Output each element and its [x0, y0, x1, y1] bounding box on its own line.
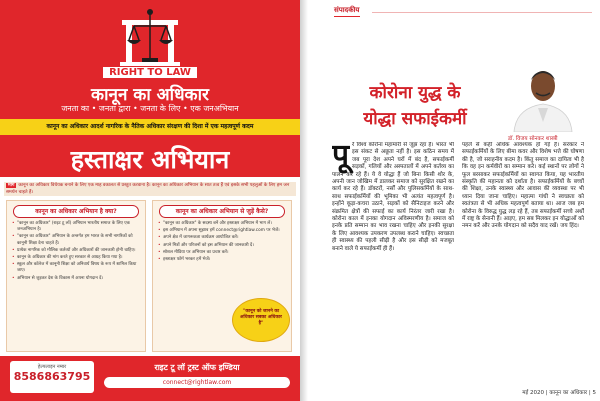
what-is-campaign-box [6, 200, 146, 352]
page-folio: मई 2020 | कानून का अधिकार | 5 [522, 390, 596, 396]
list-item: • स्कूल और कॉलेज में कानूनी शिक्षा को अनिवार्य विषय के रूप में शामिल किया जाए। [7, 262, 145, 275]
article-page [308, 0, 600, 401]
section-rule [372, 12, 592, 13]
list-item: • अभियान से जुड़कर देश के विकास में अपना योगदान दें। [7, 276, 145, 283]
ticker-tag: मांग [8, 183, 15, 188]
how-to-join-heading: कानून का अधिकार अभियान से जुड़ें कैसे? [159, 205, 285, 218]
demand-ticker [4, 182, 296, 196]
campaign-title: हस्ताक्षर अभियान [70, 145, 230, 174]
author-byline: डॉ. विजय सोनकर शास्त्री [508, 136, 558, 142]
author-photo [506, 62, 580, 132]
what-is-heading: कानून का अधिकार अभियान है क्या? [13, 205, 139, 218]
ticker-text: कानून का अधिकार विधेयक बनाने के लिए एक माह वकालत से प्रस्तुत करवाना है। कानून का अधिकार अभियान के सात तत्व हैं एवं इसके सभी पहलुओं के लिए हम जन समर्थन चाहते हैं। [6, 183, 290, 195]
list-item: • अपने क्षेत्र में जागरूकता कार्यक्रम आयोजित करें। [153, 235, 291, 242]
helpline-box [10, 361, 94, 393]
list-item: • हस्ताक्षर फॉर्म भरकर हमें भेजें। [153, 257, 291, 264]
org-name: राइट टू लॉ ट्रस्ट ऑफ इण्डिया [154, 363, 240, 372]
list-item: • "कानून का अधिकार" के सदस्य बनें और हस्ताक्षर अभियान में भाग लें। [153, 221, 291, 228]
slogan-strip: कानून का अधिकार आदर्श नागरिक के नैतिक अधिकार संरक्षण की दिशा में एक महत्वपूर्ण कदम [0, 119, 300, 135]
drop-cap: पू [332, 142, 350, 173]
quote-badge: "कानून को जानने का अधिकार सबका अधिकार है" [232, 298, 290, 342]
list-item: • अपने मित्रों और परिजनों को इस अभियान की जानकारी दें। [153, 243, 291, 250]
list-item: • "कानून का अधिकार" अभियान के अन्तर्गत हम भारत के सभी नागरिकों को कानूनी शिक्षा देना चाहते हैं। [7, 234, 145, 247]
footer-org [104, 362, 290, 388]
helpline-label: हेल्पलाइन नम्बर [37, 364, 67, 370]
list-item: • "कानून का अधिकार" (राइट टू लॉ) अभियान भारतीय समाज के लिए एक जनअभियान है। [7, 221, 145, 234]
article-title-line1: कोरोना युद्ध के [369, 83, 461, 103]
list-item: • प्रत्येक नागरिक को मौलिक कर्तव्यों और अधिकारों की जानकारी होनी चाहिए। [7, 248, 145, 255]
column-1-text: रे विश्व कोरोना महामारी से जूझ रहा है। भारत भी इस संकट से अछूता नहीं है। इस कठिन समय में जब पूरा देश अपने घरों में बंद है, सफाईकर्मी सड़कों, गलियों और अस्पतालों में अपने कर्तव्य का पालन कर रहे हैं। ये वे योद्धा हैं जो बिना किसी शोर के, अपनी जान जोखिम में डालकर समाज को सुरक्षित रखने का कार्य कर रहे हैं। डॉक्टरों, नर्सों और पुलिसकर्मियों के साथ-साथ सफाईकर्मियों की भूमिका भी अत्यंत महत्वपूर्ण है। इन्होंने कूड़ा-कचरा उठाने, सड़कों को सैनिटाइज करने और संक्रमित क्षेत्रों की सफाई का कार्य निरंतर जारी रखा है। कोरोना काल में इनका योगदान अविस्मरणीय है। समाज को इनके प्रति सम्मान का भाव रखना चाहिए और इनकी सुरक्षा के लिए आवश्यक उपकरण उपलब्ध कराने चाहिए। स्वच्छता ही स्वास्थ्य की पहली सीढ़ी है और इस सीढ़ी को मजबूत बनाने वाले ये सफाईकर्मी ही हैं। [332, 142, 454, 252]
list-item: • इस अभियान में अपना सुझाव हमें connect@rightlaw.com पर भेजें। [153, 228, 291, 235]
poster-tagline: जनता का • जनता द्वारा • जनता के लिए • एक जनअभियान [61, 104, 239, 113]
list-item: • कानून के अधिकार की मांग करते हुए सरकार से आग्रह किया गया है। [7, 255, 145, 262]
brand-label: RIGHT TO LAW [102, 66, 198, 79]
helpline-number[interactable]: 8586863795 [13, 370, 91, 383]
article-title-line2: योद्धा सफाईकर्मी [363, 109, 467, 129]
list-item: • सोशल मीडिया पर अभियान का प्रचार करें। [153, 250, 291, 257]
article-column-1 [332, 142, 454, 388]
section-label: संपादकीय [334, 6, 360, 17]
article-title [330, 80, 500, 132]
page-gutter [300, 0, 308, 401]
kanoon-title: कानून का अधिकार [91, 85, 209, 105]
article-column-2: पहले से कहीं अधिक आवश्यक हो गई है। सरकार ने सफाईकर्मियों के लिए बीमा कवर और विशेष भत्ते की घोषणा की है, जो सराहनीय कदम है। किंतु समाज का दायित्व भी है कि वह इन कर्मवीरों का सम्मान करे। कई स्थानों पर लोगों ने फूल बरसाकर सफाईकर्मियों का स्वागत किया, यह भारतीय संस्कृति की महानता को दर्शाता है। सफाईकर्मियों के बच्चों की शिक्षा, उनके स्वास्थ्य और आवास की व्यवस्था पर भी ध्यान दिया जाना चाहिए। महात्मा गांधी ने स्वच्छता को स्वतंत्रता से भी अधिक महत्वपूर्ण बताया था। आज जब हम कोरोना के विरुद्ध युद्ध लड़ रहे हैं, तब सफाईकर्मी सच्चे अर्थों में राष्ट्र के सेनानी हैं। आइए, हम सब मिलकर इन योद्धाओं को नमन करें और उनके योगदान को सदैव याद रखें। जय हिंद। [462, 142, 584, 230]
contact-email[interactable]: connect@rightlaw.com [104, 377, 290, 388]
